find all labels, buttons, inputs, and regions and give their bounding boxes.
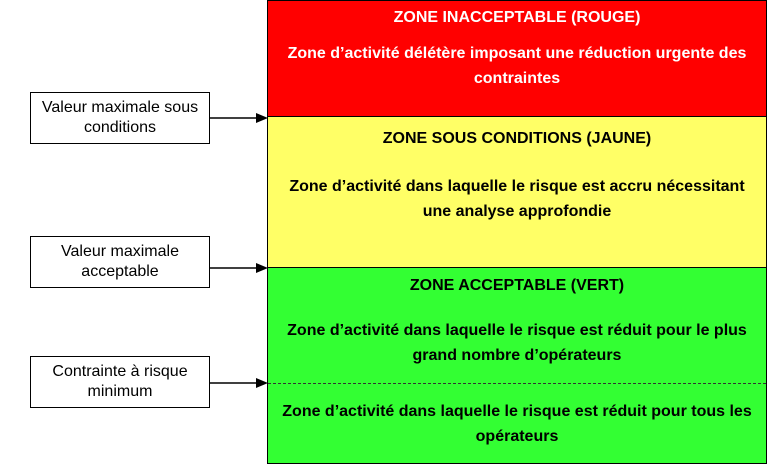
label-max-conditions <box>30 92 210 144</box>
label-max-acceptable-text: Valeur maximale acceptable <box>61 243 179 280</box>
arrow-max-conditions <box>210 112 268 124</box>
zone-yellow <box>267 117 767 268</box>
label-max-conditions-text: Valeur maximale sous conditions <box>41 99 199 136</box>
zone-red-title: ZONE INACCEPTABLE (ROUGE) <box>393 9 641 26</box>
zone-red-text: Zone d’activité délétère imposant une réduction urgente des contraintes <box>287 45 747 87</box>
zone-green <box>267 268 767 464</box>
label-min-risk-text: Contrainte à risque minimum <box>52 363 188 400</box>
label-min-risk <box>30 356 210 408</box>
arrow-min-risk <box>210 377 268 389</box>
zone-green-text-lower: Zone d’activité dans laquelle le risque est réduit pour tous les opérateurs <box>282 403 752 445</box>
minimum-risk-divider <box>268 383 766 384</box>
zone-yellow-title: ZONE SOUS CONDITIONS (JAUNE) <box>382 130 652 147</box>
zone-red <box>267 0 767 117</box>
zone-green-text-upper: Zone d’activité dans laquelle le risque est réduit pour le plus grand nombre d’opérateurs <box>287 322 747 364</box>
label-max-acceptable <box>30 236 210 288</box>
arrow-max-acceptable <box>210 262 268 274</box>
zone-green-title: ZONE ACCEPTABLE (VERT) <box>409 277 625 294</box>
zone-yellow-text: Zone d’activité dans laquelle le risque est accru nécessitant une analyse approfondie <box>289 178 745 220</box>
